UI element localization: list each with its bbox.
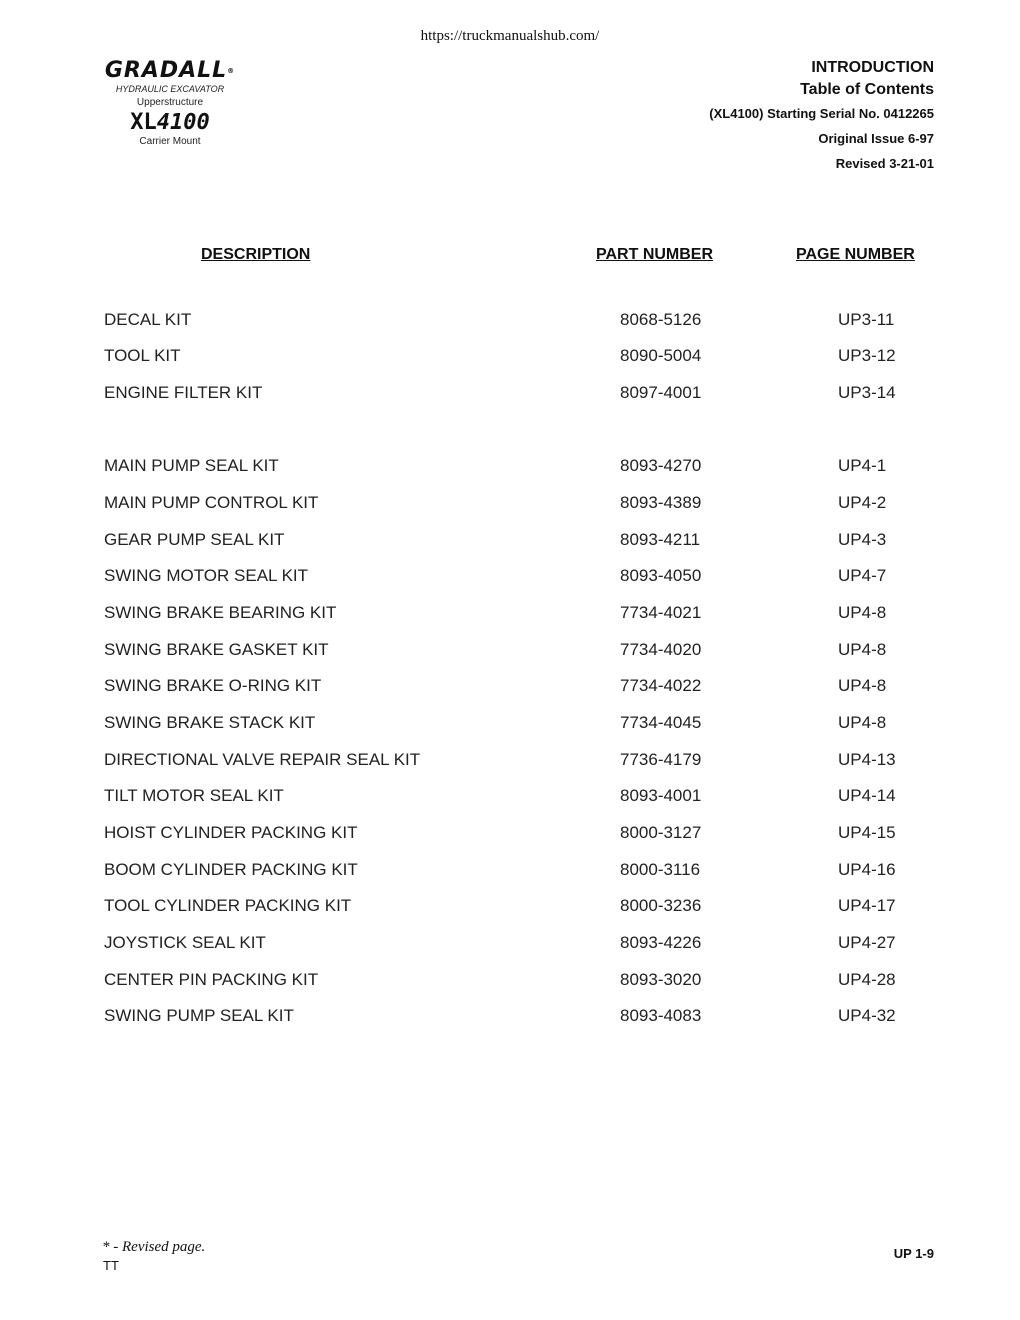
row-page-number: UP4-2 <box>838 493 887 512</box>
row-page-number: UP4-13 <box>838 750 896 769</box>
revised-date: Revised 3-21-01 <box>835 156 934 171</box>
row-part-number: 8097-4001 <box>620 383 702 402</box>
row-part-number: 8093-4226 <box>620 933 702 952</box>
table-row <box>0 786 1020 810</box>
section-title: INTRODUCTION <box>811 59 934 76</box>
row-description: SWING BRAKE STACK KIT <box>104 713 316 732</box>
row-part-number: 7734-4045 <box>620 713 702 732</box>
brand-name: GRADALL® <box>104 58 236 83</box>
serial-number: (XL4100) Starting Serial No. 0412265 <box>709 106 934 121</box>
row-description: DECAL KIT <box>104 310 192 329</box>
table-row <box>0 713 1020 737</box>
row-page-number: UP4-8 <box>838 676 887 695</box>
table-row <box>0 530 1020 554</box>
row-part-number: 7736-4179 <box>620 750 702 769</box>
row-part-number: 8093-4389 <box>620 493 702 512</box>
table-row <box>0 346 1020 370</box>
row-description: SWING MOTOR SEAL KIT <box>104 566 309 585</box>
row-page-number: UP4-17 <box>838 896 896 915</box>
page-title: Table of Contents <box>800 81 934 98</box>
row-part-number: 8000-3116 <box>620 860 701 879</box>
page-number: UP 1-9 <box>893 1246 934 1261</box>
row-part-number: 8093-4270 <box>620 456 702 475</box>
row-page-number: UP4-8 <box>838 603 887 622</box>
gradall-logo <box>100 58 240 147</box>
table-row <box>0 896 1020 920</box>
document-header <box>709 58 934 172</box>
original-issue: Original Issue 6-97 <box>818 131 934 146</box>
row-page-number: UP4-28 <box>838 970 896 989</box>
row-page-number: UP4-1 <box>838 456 887 475</box>
row-page-number: UP3-14 <box>838 383 896 402</box>
row-description: CENTER PIN PACKING KIT <box>104 970 319 989</box>
row-description: TILT MOTOR SEAL KIT <box>104 786 284 805</box>
table-row <box>0 823 1020 847</box>
row-page-number: UP4-32 <box>838 1006 896 1025</box>
row-description: BOOM CYLINDER PACKING KIT <box>104 860 358 879</box>
row-part-number: 7734-4021 <box>620 603 702 622</box>
footer-code: TT <box>103 1258 119 1273</box>
logo-hydraulic-excavator: HYDRAULIC EXCAVATOR <box>115 84 225 94</box>
row-part-number: 8093-4001 <box>620 786 702 805</box>
model-name: XL4100 <box>130 110 210 135</box>
row-part-number: 8000-3236 <box>620 896 702 915</box>
table-row <box>0 1006 1020 1030</box>
table-row <box>0 676 1020 700</box>
row-page-number: UP4-27 <box>838 933 896 952</box>
row-description: SWING PUMP SEAL KIT <box>104 1006 294 1025</box>
row-page-number: UP4-7 <box>838 566 887 585</box>
row-description: MAIN PUMP SEAL KIT <box>104 456 279 475</box>
row-page-number: UP3-11 <box>838 310 895 329</box>
row-page-number: UP4-15 <box>838 823 896 842</box>
row-page-number: UP4-16 <box>838 860 896 879</box>
row-description: DIRECTIONAL VALVE REPAIR SEAL KIT <box>104 750 421 769</box>
row-part-number: 8000-3127 <box>620 823 702 842</box>
table-row <box>0 566 1020 590</box>
row-description: SWING BRAKE GASKET KIT <box>104 640 329 659</box>
row-description: TOOL CYLINDER PACKING KIT <box>104 896 352 915</box>
table-row <box>0 640 1020 664</box>
table-row <box>0 860 1020 884</box>
row-part-number: 8093-3020 <box>620 970 702 989</box>
row-page-number: UP4-14 <box>838 786 896 805</box>
column-header-description: DESCRIPTION <box>201 246 311 263</box>
row-description: SWING BRAKE BEARING KIT <box>104 603 337 622</box>
row-page-number: UP3-12 <box>838 346 896 365</box>
row-description: ENGINE FILTER KIT <box>104 383 263 402</box>
table-row <box>0 750 1020 774</box>
row-part-number: 8093-4083 <box>620 1006 702 1025</box>
row-description: HOIST CYLINDER PACKING KIT <box>104 823 358 842</box>
table-row <box>0 383 1020 407</box>
table-row <box>0 970 1020 994</box>
revised-page-note: * - Revised page. <box>102 1239 206 1255</box>
table-row <box>0 456 1020 480</box>
row-part-number: 8093-4211 <box>620 530 701 549</box>
row-description: SWING BRAKE O-RING KIT <box>104 676 322 695</box>
row-part-number: 8090-5004 <box>620 346 702 365</box>
table-row <box>0 310 1020 334</box>
row-description: GEAR PUMP SEAL KIT <box>104 530 285 549</box>
source-url[interactable]: https://truckmanualshub.com/ <box>420 28 600 44</box>
row-description: TOOL KIT <box>104 346 181 365</box>
table-row <box>0 493 1020 517</box>
column-header-page-number: PAGE NUMBER <box>796 246 915 263</box>
row-description: MAIN PUMP CONTROL KIT <box>104 493 319 512</box>
row-part-number: 7734-4020 <box>620 640 702 659</box>
row-description: JOYSTICK SEAL KIT <box>104 933 266 952</box>
table-row <box>0 603 1020 627</box>
row-page-number: UP4-3 <box>838 530 887 549</box>
logo-carrier-mount: Carrier Mount <box>139 136 201 147</box>
row-page-number: UP4-8 <box>838 640 887 659</box>
row-part-number: 8068-5126 <box>620 310 702 329</box>
row-part-number: 7734-4022 <box>620 676 702 695</box>
logo-upperstructure: Upperstructure <box>136 97 204 108</box>
table-row <box>0 933 1020 957</box>
row-part-number: 8093-4050 <box>620 566 702 585</box>
column-header-part-number: PART NUMBER <box>596 246 714 263</box>
row-page-number: UP4-8 <box>838 713 887 732</box>
